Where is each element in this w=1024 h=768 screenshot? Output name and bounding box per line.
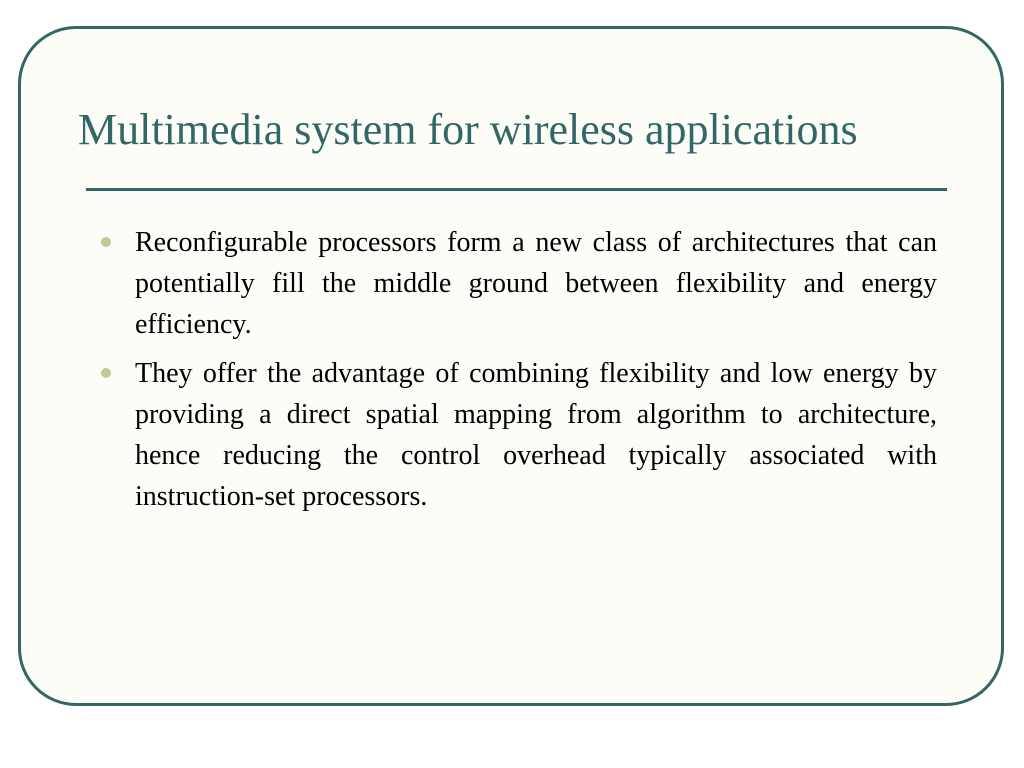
bullet-dot-icon — [101, 237, 111, 247]
slide-title: Multimedia system for wireless applications — [78, 105, 858, 154]
bullet-list — [95, 222, 937, 525]
bullet-text: They offer the advantage of combining flexibility and low energy by providing a direct spatial mapping from algorithm to architecture, hence reducing the control overhead typically associated with instruction-set processors. — [135, 358, 937, 512]
bullet-dot-icon — [101, 368, 111, 378]
bullet-item — [95, 222, 937, 345]
title-divider — [86, 188, 947, 191]
bullet-text: Reconfigurable processors form a new class of architectures that can potentially fill the middle ground between flexibility and energy efficiency. — [135, 227, 937, 340]
bullet-item — [95, 353, 937, 517]
